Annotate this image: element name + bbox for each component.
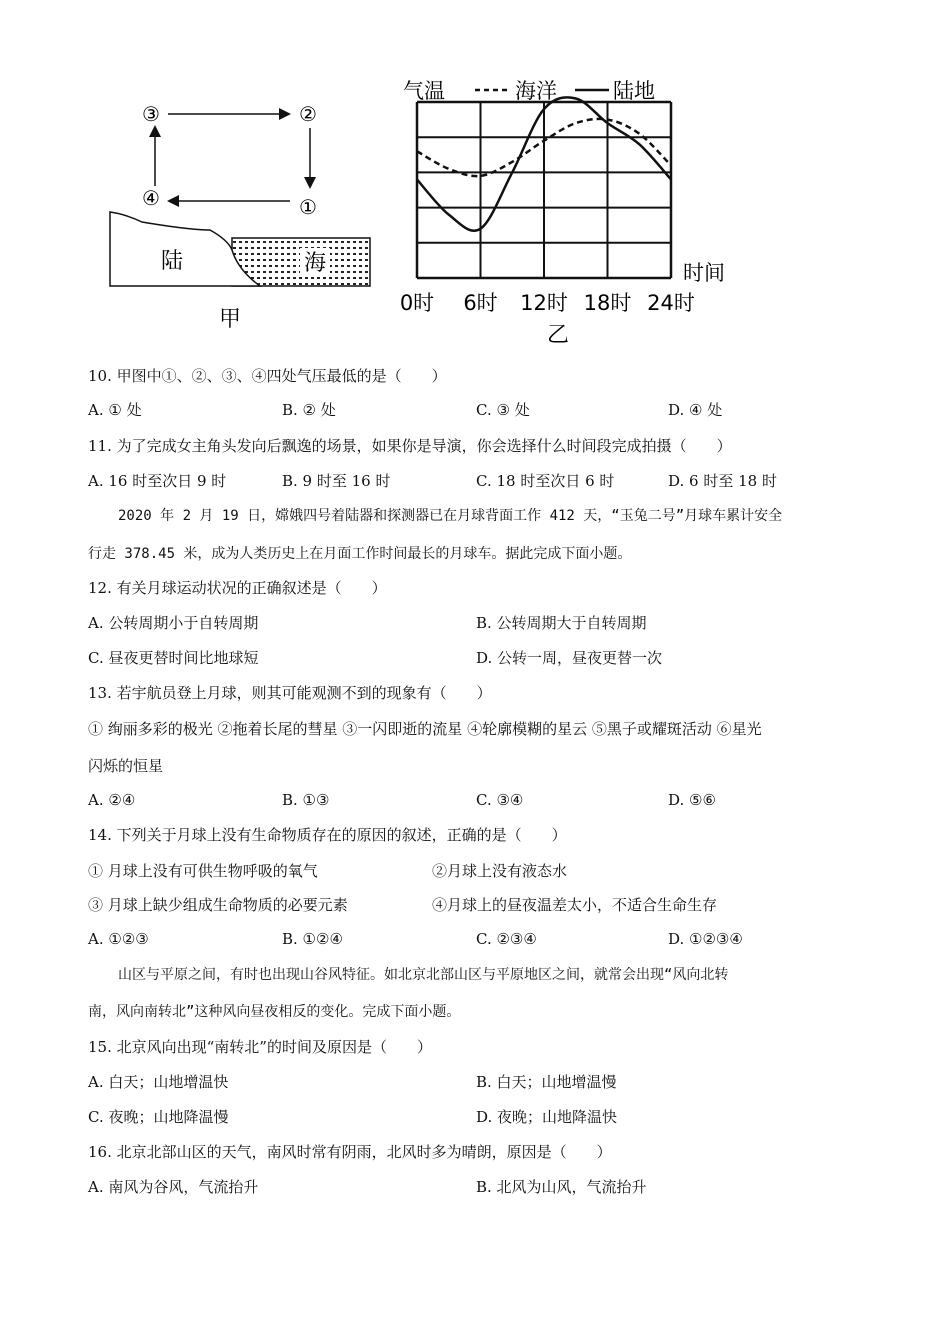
- question-10-stem: 10. 甲图中①、②、③、④四处气压最低的是（ ）: [88, 367, 447, 385]
- x-tick-label: 0时: [399, 291, 435, 315]
- q14-item-3: ③ 月球上缺少组成生命物质的必要元素: [88, 896, 348, 914]
- q11-option-d[interactable]: D. 6 时至 18 时: [668, 472, 777, 490]
- q13-items-line-1: ① 绚丽多彩的极光 ②拖着长尾的彗星 ③一闪即逝的流星 ④轮廓模糊的星云 ⑤黑子或耀斑活动 ⑥星光: [88, 720, 762, 738]
- land-label: 陆: [160, 249, 184, 274]
- q15-option-d[interactable]: D. 夜晚；山地降温快: [476, 1108, 618, 1126]
- figure-yi-caption: 乙: [546, 323, 570, 348]
- passage-1-line-1: 2020 年 2 月 19 日，嫦娥四号着陆器和探测器已在月球背面工作 412 天，“玉兔二号”月球车累计安全: [118, 508, 783, 524]
- q14-option-a[interactable]: A. ①②③: [88, 930, 149, 948]
- figure-jia-caption: 甲: [218, 307, 242, 332]
- q14-item-2: ②月球上没有液态水: [432, 862, 568, 880]
- q13-option-c[interactable]: C. ③④: [476, 791, 524, 809]
- q14-option-c[interactable]: C. ②③④: [476, 930, 537, 948]
- legend-land-label: 陆地: [613, 79, 655, 103]
- q12-option-b[interactable]: B. 公转周期大于自转周期: [476, 614, 647, 632]
- q10-option-a[interactable]: A. ① 处: [88, 401, 142, 419]
- q11-option-a[interactable]: A. 16 时至次日 9 时: [88, 472, 227, 490]
- passage-2-line-1: 山区与平原之间，有时也出现山谷风特征。如北京北部山区与平原地区之间，就常会出现“风向北转: [118, 967, 729, 983]
- question-15-stem: 15. 北京风向出现“南转北”的时间及原因是（ ）: [88, 1038, 432, 1056]
- x-tick-label: 24时: [647, 291, 695, 315]
- q12-option-c[interactable]: C. 昼夜更替时间比地球短: [88, 649, 259, 667]
- q14-item-4: ④月球上的昼夜温差太小，不适合生命生存: [432, 896, 718, 914]
- q12-option-d[interactable]: D. 公转一周，昼夜更替一次: [476, 649, 663, 667]
- q15-option-b[interactable]: B. 白天；山地增温慢: [476, 1073, 617, 1091]
- question-11-stem: 11. 为了完成女主角头发向后飘逸的场景，如果你是导演，你会选择什么时间段完成拍摄（ ）: [88, 437, 732, 455]
- point-2-label: ②: [299, 102, 317, 126]
- question-14-stem: 14. 下列关于月球上没有生命物质存在的原因的叙述，正确的是（ ）: [88, 826, 567, 844]
- figure-jia: [100, 90, 380, 340]
- q10-option-b[interactable]: B. ② 处: [282, 401, 336, 419]
- q14-item-1: ① 月球上没有可供生物呼吸的氧气: [88, 862, 318, 880]
- question-16-stem: 16. 北京北部山区的天气，南风时常有阴雨，北风时多为晴朗，原因是（ ）: [88, 1143, 612, 1161]
- q14-option-b[interactable]: B. ①②④: [282, 930, 343, 948]
- q14-option-d[interactable]: D. ①②③④: [668, 930, 743, 948]
- q11-option-b[interactable]: B. 9 时至 16 时: [282, 472, 391, 490]
- point-1-label: ①: [299, 195, 317, 219]
- q13-option-b[interactable]: B. ①③: [282, 791, 330, 809]
- chart-xlabel: 时间: [683, 261, 725, 285]
- q13-items-line-2: 闪烁的恒星: [88, 757, 164, 775]
- q10-option-d[interactable]: D. ④ 处: [668, 401, 723, 419]
- point-3-label: ③: [142, 102, 160, 126]
- legend-ocean-label: 海洋: [515, 79, 557, 103]
- point-4-label: ④: [142, 186, 160, 210]
- q11-option-c[interactable]: C. 18 时至次日 6 时: [476, 472, 615, 490]
- q12-option-a[interactable]: A. 公转周期小于自转周期: [88, 614, 259, 632]
- chart-grid: [417, 102, 671, 278]
- q10-option-c[interactable]: C. ③ 处: [476, 401, 530, 419]
- q15-option-a[interactable]: A. 白天；山地增温快: [88, 1073, 229, 1091]
- question-12-stem: 12. 有关月球运动状况的正确叙述是（ ）: [88, 579, 387, 597]
- q16-option-b[interactable]: B. 北风为山风，气流抬升: [476, 1178, 647, 1196]
- q16-option-a[interactable]: A. 南风为谷风，气流抬升: [88, 1178, 259, 1196]
- chart-ylabel: 气温: [403, 79, 445, 103]
- q13-option-a[interactable]: A. ②④: [88, 791, 136, 809]
- figure-yi-chart: [395, 72, 745, 352]
- q15-option-c[interactable]: C. 夜晚；山地降温慢: [88, 1108, 229, 1126]
- x-tick-label: 6时: [463, 291, 498, 315]
- x-tick-label: 18时: [583, 291, 632, 315]
- passage-1-line-2: 行走 378.45 米，成为人类历史上在月面工作时间最长的月球车。据此完成下面小题。: [88, 546, 632, 562]
- sea-label: 海: [303, 251, 327, 276]
- q13-option-d[interactable]: D. ⑤⑥: [668, 791, 716, 809]
- question-13-stem: 13. 若宇航员登上月球，则其可能观测不到的现象有（ ）: [88, 684, 492, 702]
- chart-ticks: [400, 291, 695, 315]
- passage-2-line-2: 南，风向南转北”这种风向昼夜相反的变化。完成下面小题。: [88, 1004, 461, 1020]
- x-tick-label: 12时: [520, 291, 568, 315]
